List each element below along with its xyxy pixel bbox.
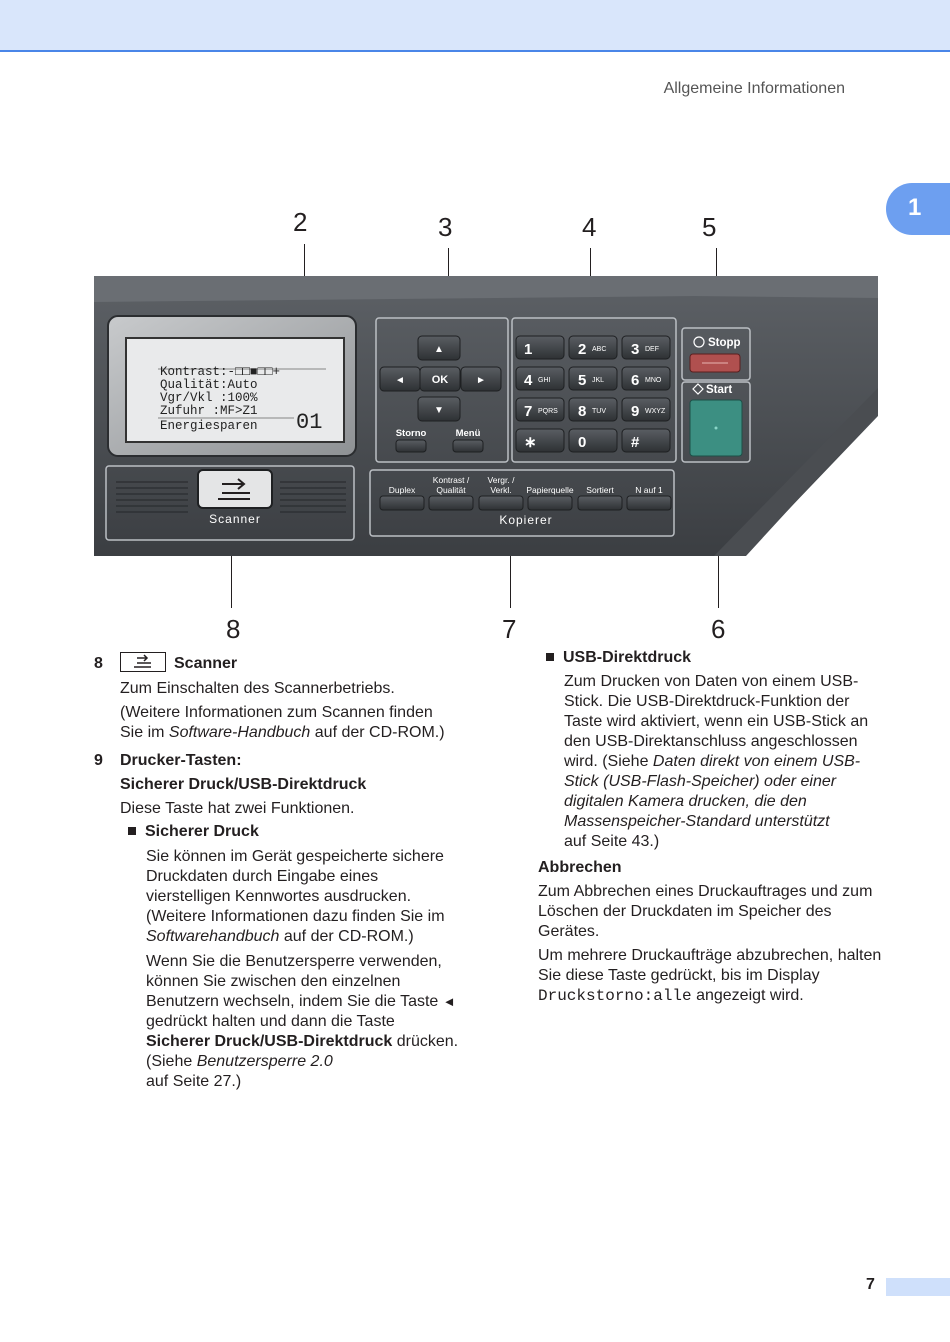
copy-btn-n-auf-1: N auf 1: [635, 485, 663, 495]
sicherer-druck-para-1: Sie können im Gerät gespeicherte sichere Druckdaten durch Eingabe eines vierstelligen Kennwortes ausdrucken. (Weitere Informationen dazu finden Sie im Softwarehandbuch auf der CD-ROM.): [146, 848, 445, 945]
key-3: 3: [631, 341, 640, 358]
lcd-line-3: Vgr/Vkl :100%: [160, 391, 258, 405]
footer-band: [886, 1278, 950, 1296]
usb-direktdruck-para: Zum Drucken von Daten von einem USB-Stick. Die USB-Direktdruck-Funktion der Taste wird aktiviert, wenn ein USB-Stick an den USB-Direktanschluss angeschlossen wird. (Siehe Daten direkt von einem USB-Stick (USB-Flash-Speicher) oder einer digitalen Kamera drucken, die den Massenspeicher-Standard unterstützt auf Seite 43.): [564, 673, 869, 850]
nav-right-glyph: ►: [476, 375, 486, 386]
abbrechen-para-1: Zum Abbrechen eines Druckauftrages und zum Löschen der Druckdaten im Speicher des Gerätes.: [538, 883, 873, 940]
key-8-letters: TUV: [592, 408, 606, 415]
copy-btn-kontrast: Kontrast /: [432, 475, 470, 485]
page-number: 7: [866, 1276, 875, 1293]
copy-panel-label: Kopierer: [499, 513, 553, 527]
key-2-letters: ABC: [592, 346, 607, 353]
key-4-letters: GHI: [538, 377, 551, 384]
nav-left-glyph: ◄: [395, 375, 405, 386]
menu-label: Menü: [455, 428, 481, 439]
copy-btn-duplex: Duplex: [388, 485, 416, 495]
item-9-subtitle: Sicherer Druck/USB-Direktdruck: [120, 776, 367, 793]
item-9-number: 9: [94, 752, 103, 769]
key-4: 4: [524, 372, 533, 389]
callout-4: 4: [582, 212, 597, 242]
bullet-square-icon: [128, 827, 136, 835]
copy-btn-verkl: Verkl.: [490, 485, 512, 495]
key-hash: #: [631, 434, 640, 451]
key-7-letters: PQRS: [538, 408, 558, 415]
key-2: 2: [578, 341, 587, 358]
key-6-letters: MNO: [645, 377, 662, 384]
lcd-line-1: Kontrast:-□□■□□+: [160, 365, 281, 379]
scanner-key-icon: [120, 652, 166, 672]
copy-btn-papierquelle: Papierquelle: [526, 485, 574, 495]
header-band: [0, 0, 950, 52]
key-7: 7: [524, 403, 533, 420]
item-9-title: Drucker-Tasten:: [120, 752, 242, 769]
abbrechen-title: Abbrechen: [538, 859, 622, 876]
key-5: 5: [578, 372, 587, 389]
key-star: ∗: [524, 434, 537, 451]
ok-label: OK: [431, 374, 449, 386]
sicherer-druck-para-2: Wenn Sie die Benutzersperre verwenden, können Sie zwischen den einzelnen Benutzern wechseln, indem Sie die Taste ◄ gedrückt halten und dann die Taste Sicherer Druck/USB-Direktdruck drücken. (Siehe Benutzersperre 2.0 auf Seite 27.): [146, 953, 459, 1090]
running-head: Allgemeine Informationen: [663, 80, 845, 97]
item-8-number: 8: [94, 655, 103, 672]
lcd-count: 01: [296, 410, 323, 435]
item-8-description: Zum Einschalten des Scannerbetriebs.: [120, 680, 395, 697]
key-9-letters: WXYZ: [645, 408, 666, 415]
key-6: 6: [631, 372, 640, 389]
callout-5: 5: [702, 212, 717, 242]
storno-label: Storno: [395, 428, 427, 439]
abbrechen-para-2: Um mehrere Druckaufträge abzubrechen, halten Sie diese Taste gedrückt, bis im Display Druckstorno:alle angezeigt wird.: [538, 947, 882, 1005]
chapter-tab: 1: [886, 183, 950, 235]
key-9: 9: [631, 403, 640, 420]
callout-6: 6: [711, 614, 726, 644]
item-8-note: (Weitere Informationen zum Scannen finden Sie im Software-Handbuch auf der CD-ROM.): [120, 704, 445, 741]
copy-btn-vergr: Vergr. /: [487, 475, 515, 485]
copy-btn-sortiert: Sortiert: [586, 485, 614, 495]
bullet-sicherer-druck: Sicherer Druck: [128, 822, 259, 842]
lcd-line-4: Zufuhr :MF>Z1: [160, 404, 258, 418]
stopp-label: Stopp: [708, 337, 741, 349]
key-3-letters: DEF: [645, 346, 659, 353]
copy-btn-qualitaet: Qualität: [436, 485, 466, 495]
item-8-title: Scanner: [174, 655, 238, 672]
callout-8: 8: [226, 614, 241, 644]
nav-up-glyph: ▲: [434, 344, 444, 355]
key-1: 1: [524, 341, 533, 358]
bullet-usb-direktdruck: USB-Direktdruck: [546, 648, 691, 668]
callout-3: 3: [438, 212, 453, 242]
control-panel-illustration: [94, 276, 878, 556]
key-0: 0: [578, 434, 587, 451]
left-arrow-icon: ◄: [442, 994, 456, 1009]
key-5-letters: JKL: [592, 377, 605, 384]
callout-2: 2: [293, 207, 308, 237]
lcd-line-2: Qualität:Auto: [160, 378, 258, 392]
bullet-square-icon: [546, 653, 554, 661]
lcd-line-5: Energiesparen: [160, 419, 258, 433]
key-8: 8: [578, 403, 587, 420]
callout-7: 7: [502, 614, 517, 644]
item-9-description: Diese Taste hat zwei Funktionen.: [120, 800, 355, 817]
start-label: Start: [706, 384, 733, 396]
nav-down-glyph: ▼: [434, 405, 444, 416]
scanner-panel-label: Scanner: [209, 512, 261, 526]
